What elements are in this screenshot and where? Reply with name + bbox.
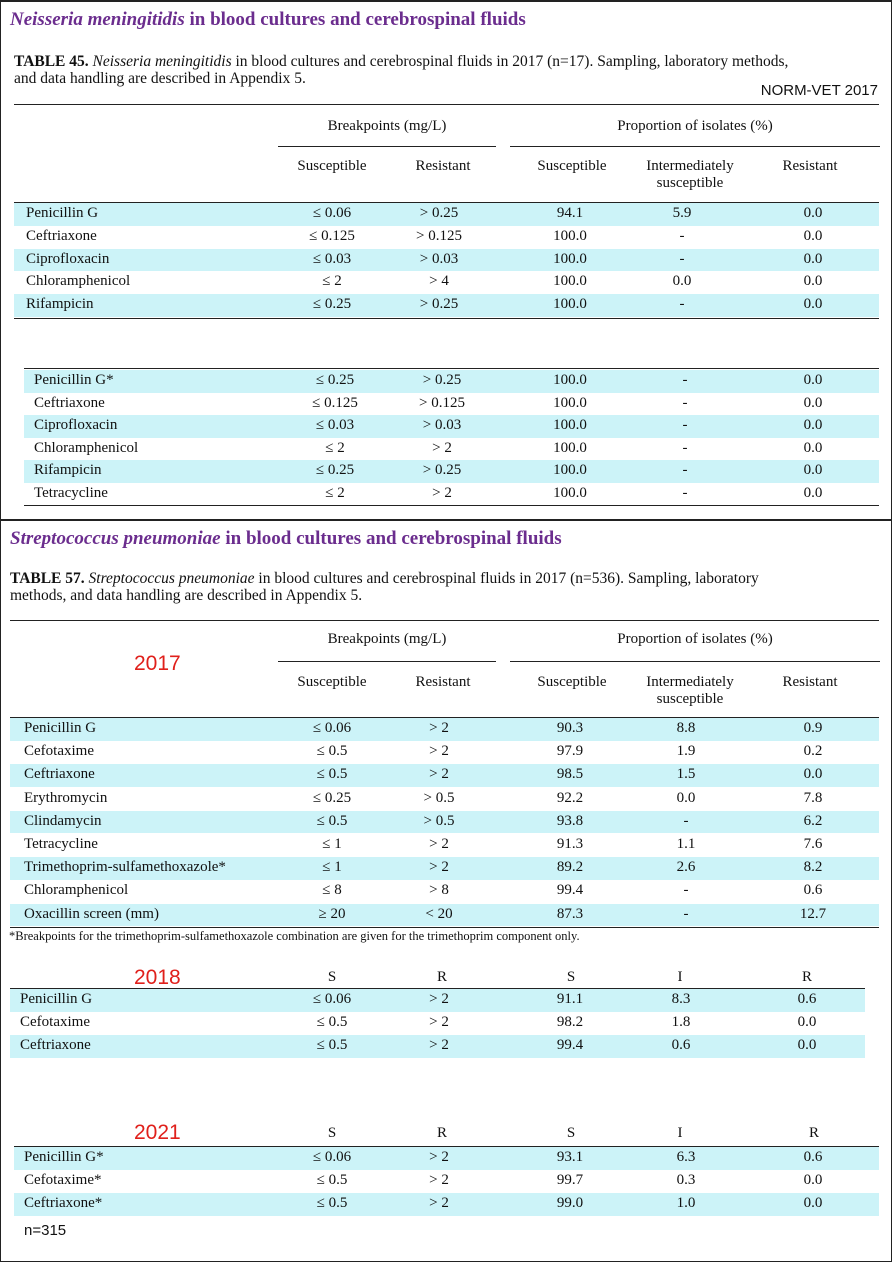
header-intermediate-line2: susceptible <box>656 175 724 191</box>
breakpoint-s-cell: ≤ 2 <box>322 273 342 290</box>
drug-name-cell: Ciprofloxacin <box>26 250 110 267</box>
header-proportion: Proportion of isolates (%) <box>617 118 773 134</box>
prop-r-cell: 0.0 <box>803 462 823 478</box>
drug-name-cell: Penicillin G* <box>34 372 114 388</box>
breakpoint-r-cell: > 2 <box>432 439 452 456</box>
prop-s-cell: 100.0 <box>553 417 587 433</box>
breakpoint-s-cell: ≤ 0.03 <box>315 417 355 433</box>
prop-s-cell: 91.1 <box>556 991 584 1007</box>
prop-s-cell: 90.3 <box>556 720 584 736</box>
prop-s-cell: 87.3 <box>556 905 584 922</box>
breakpoint-s-cell: ≤ 0.06 <box>312 991 352 1007</box>
h2021-r2: R <box>808 1125 819 1141</box>
neisseria-heading-species: Neisseria meningitidis <box>10 9 185 30</box>
strep-breakpoints-rule <box>278 661 496 662</box>
strep-header-intermediate-line1: Intermediately <box>646 674 734 690</box>
prop-r-cell: 0.0 <box>797 1014 817 1030</box>
breakpoints-rule <box>278 146 496 147</box>
prop-i-cell: 1.8 <box>671 1014 691 1030</box>
prop-i-cell: 8.3 <box>671 991 691 1007</box>
table-row <box>10 857 879 880</box>
prop-s-cell: 100.0 <box>553 484 587 501</box>
prop-r-cell: 0.6 <box>797 991 817 1007</box>
breakpoint-r-cell: > 0.03 <box>419 250 459 267</box>
breakpoint-r-cell: > 2 <box>429 991 449 1007</box>
strep-heading-rest: in blood cultures and cerebrospinal fluids <box>220 528 562 549</box>
table-row <box>14 271 879 294</box>
h2021-r: R <box>436 1125 447 1141</box>
table-row <box>10 811 879 834</box>
drug-name-cell: Cefotaxime <box>20 1014 90 1030</box>
table57-2017-bottom-rule <box>10 927 879 928</box>
breakpoint-s-cell: ≤ 8 <box>322 882 342 899</box>
prop-s-cell: 100.0 <box>553 227 587 244</box>
strep-header-prop-resistant: Resistant <box>782 674 838 690</box>
table45-caption-line1: in blood cultures and cerebrospinal fluids in 2017 (n=17). Sampling, laboratory methods, <box>231 53 789 70</box>
table-row <box>14 1170 879 1193</box>
prop-i-cell: 0.3 <box>676 1172 696 1188</box>
prop-i-cell: - <box>682 462 688 478</box>
prop-s-cell: 100.0 <box>553 462 587 478</box>
h2021-s: S <box>327 1125 337 1141</box>
breakpoint-s-cell: ≤ 0.25 <box>315 372 355 388</box>
table-row <box>24 415 879 438</box>
h2018-r: R <box>436 969 447 985</box>
breakpoint-s-cell: ≤ 0.5 <box>316 1195 348 1211</box>
table-row <box>10 904 879 927</box>
strep-header-intermediate <box>630 674 750 708</box>
prop-i-cell: - <box>679 250 685 267</box>
table57-caption <box>10 570 875 604</box>
drug-name-cell: Ceftriaxone <box>24 766 95 783</box>
prop-s-cell: 92.2 <box>556 789 584 806</box>
header-breakpoints: Breakpoints (mg/L) <box>327 118 447 134</box>
drug-name-cell: Clindamycin <box>24 812 102 829</box>
drug-name-cell: Chloramphenicol <box>26 273 131 290</box>
breakpoint-r-cell: > 0.03 <box>422 417 462 433</box>
breakpoint-s-cell: ≤ 0.06 <box>312 205 352 221</box>
prop-r-cell: 0.0 <box>797 1037 817 1053</box>
table57-caption-line1: in blood cultures and cerebrospinal fluids in 2017 (n=536). Sampling, laboratory <box>254 570 759 587</box>
sample-size-label: n=315 <box>24 1222 67 1239</box>
prop-s-cell: 100.0 <box>553 372 587 388</box>
prop-r-cell: 7.6 <box>803 836 823 852</box>
breakpoint-s-cell: ≤ 0.125 <box>309 227 355 244</box>
table57-top-rule <box>10 620 879 621</box>
prop-s-cell: 98.2 <box>556 1014 584 1030</box>
header-prop-susceptible: Susceptible <box>537 158 607 174</box>
year-label-2017: 2017 <box>134 652 181 675</box>
prop-s-cell: 97.9 <box>556 743 584 760</box>
breakpoint-r-cell: > 4 <box>429 273 449 290</box>
strep-proportion-rule <box>510 661 880 662</box>
prop-i-cell: - <box>682 417 688 433</box>
header-prop-resistant: Resistant <box>782 158 838 174</box>
table57-species: Streptococcus pneumoniae <box>88 570 255 587</box>
h2018-r2: R <box>801 969 812 985</box>
header-intermediate <box>630 158 750 192</box>
prop-s-cell: 99.7 <box>556 1172 584 1188</box>
breakpoint-s-cell: ≤ 2 <box>325 439 345 456</box>
drug-name-cell: Oxacillin screen (mm) <box>24 905 159 922</box>
prop-i-cell: - <box>683 882 689 899</box>
breakpoint-r-cell: > 2 <box>429 1037 449 1053</box>
drug-name-cell: Penicillin G <box>26 205 99 221</box>
prop-r-cell: 0.0 <box>803 273 823 290</box>
breakpoint-r-cell: > 2 <box>429 743 449 760</box>
prop-i-cell: 2.6 <box>676 859 696 876</box>
drug-name-cell: Ceftriaxone <box>34 394 105 411</box>
breakpoint-s-cell: ≤ 0.25 <box>312 296 352 313</box>
prop-r-cell: 0.0 <box>803 484 823 501</box>
table45-caption <box>14 53 879 87</box>
breakpoint-s-cell: ≤ 0.5 <box>316 1172 348 1188</box>
table45-top-rule <box>14 104 879 105</box>
prop-i-cell: - <box>682 484 688 501</box>
h2018-i: I <box>677 969 683 985</box>
drug-name-cell: Erythromycin <box>24 789 108 806</box>
table-row <box>14 249 879 272</box>
prop-r-cell: 0.0 <box>803 250 823 267</box>
strep-header-intermediate-line2: susceptible <box>656 691 724 707</box>
table-row <box>24 483 879 506</box>
prop-i-cell: 6.3 <box>676 1149 696 1165</box>
breakpoint-r-cell: > 8 <box>429 882 449 899</box>
breakpoint-r-cell: > 0.125 <box>416 227 462 244</box>
breakpoint-r-cell: > 0.25 <box>422 462 462 478</box>
prop-r-cell: 0.0 <box>803 296 823 313</box>
table-row <box>10 834 879 857</box>
breakpoint-s-cell: ≤ 0.125 <box>312 394 358 411</box>
prop-s-cell: 94.1 <box>556 205 584 221</box>
strep-header-susceptible: Susceptible <box>297 674 367 690</box>
prop-r-cell: 0.9 <box>803 720 823 736</box>
prop-r-cell: 0.0 <box>803 417 823 433</box>
prop-i-cell: 1.9 <box>676 743 696 760</box>
neisseria-heading <box>10 9 526 31</box>
prop-r-cell: 6.2 <box>803 812 823 829</box>
drug-name-cell: Penicillin G* <box>24 1149 104 1165</box>
breakpoint-s-cell: ≤ 1 <box>322 859 342 876</box>
prop-s-cell: 89.2 <box>556 859 584 876</box>
breakpoint-s-cell: ≤ 0.5 <box>316 812 348 829</box>
prop-r-cell: 0.0 <box>803 1172 823 1188</box>
drug-name-cell: Tetracycline <box>34 484 108 501</box>
breakpoint-r-cell: > 0.25 <box>419 296 459 313</box>
prop-s-cell: 99.4 <box>556 1037 584 1053</box>
prop-r-cell: 0.0 <box>803 227 823 244</box>
table-row <box>14 226 879 249</box>
prop-s-cell: 91.3 <box>556 836 584 852</box>
table-row <box>10 741 879 764</box>
prop-i-cell: - <box>682 439 688 456</box>
prop-s-cell: 99.0 <box>556 1195 584 1211</box>
prop-r-cell: 0.0 <box>803 766 823 783</box>
prop-i-cell: 5.9 <box>672 205 692 221</box>
prop-r-cell: 0.0 <box>803 439 823 456</box>
prop-r-cell: 0.0 <box>803 205 823 221</box>
table-row <box>10 788 879 811</box>
breakpoint-s-cell: ≤ 1 <box>322 836 342 852</box>
h2021-i: I <box>677 1125 683 1141</box>
drug-name-cell: Rifampicin <box>34 462 102 478</box>
drug-name-cell: Ceftriaxone <box>20 1037 91 1053</box>
h2021-s2: S <box>566 1125 576 1141</box>
breakpoint-s-cell: ≤ 0.5 <box>316 1037 348 1053</box>
table-row <box>10 989 865 1012</box>
table-row <box>24 438 879 461</box>
breakpoint-s-cell: ≤ 0.06 <box>312 1149 352 1165</box>
prop-i-cell: - <box>679 296 685 313</box>
drug-name-cell: Penicillin G <box>20 991 93 1007</box>
table57-label: TABLE 57. <box>10 570 85 587</box>
prop-r-cell: 7.8 <box>803 789 823 806</box>
prop-r-cell: 0.2 <box>803 743 823 760</box>
table-row <box>10 764 879 787</box>
table-row <box>14 203 879 226</box>
table-row <box>24 393 879 416</box>
table-row <box>14 1147 879 1170</box>
prop-s-cell: 93.1 <box>556 1149 584 1165</box>
prop-s-cell: 100.0 <box>553 250 587 267</box>
drug-name-cell: Chloramphenicol <box>34 439 139 456</box>
breakpoint-r-cell: > 2 <box>429 766 449 783</box>
breakpoint-s-cell: ≤ 0.5 <box>316 743 348 760</box>
prop-s-cell: 100.0 <box>553 394 587 411</box>
breakpoint-r-cell: > 2 <box>432 484 452 501</box>
source-tag: NORM-VET 2017 <box>760 82 878 99</box>
prop-s-cell: 100.0 <box>553 296 587 313</box>
neisseria-heading-rest: in blood cultures and cerebrospinal fluids <box>184 9 526 30</box>
prop-r-cell: 0.6 <box>803 882 823 899</box>
table-row <box>10 718 879 741</box>
prop-r-cell: 0.0 <box>803 1195 823 1211</box>
breakpoint-r-cell: > 2 <box>429 1149 449 1165</box>
drug-name-cell: Ciprofloxacin <box>34 417 118 433</box>
prop-s-cell: 98.5 <box>556 766 584 783</box>
drug-name-cell: Cefotaxime <box>24 743 94 760</box>
table-row <box>14 294 879 317</box>
breakpoint-r-cell: > 2 <box>429 1014 449 1030</box>
prop-s-cell: 100.0 <box>553 439 587 456</box>
table-row <box>10 880 879 903</box>
breakpoint-r-cell: > 2 <box>429 836 449 852</box>
table45-label: TABLE 45. <box>14 53 89 70</box>
table-row <box>10 1012 865 1035</box>
drug-name-cell: Ceftriaxone <box>26 227 97 244</box>
strep-header-breakpoints: Breakpoints (mg/L) <box>327 631 447 647</box>
prop-i-cell: 0.0 <box>672 273 692 290</box>
drug-name-cell: Chloramphenicol <box>24 882 129 899</box>
breakpoint-r-cell: > 0.5 <box>423 812 455 829</box>
table45b-top-rule <box>24 368 879 369</box>
strep-header-resistant: Resistant <box>415 674 471 690</box>
table45-bottom-rule <box>14 318 879 319</box>
drug-name-cell: Penicillin G <box>24 720 97 736</box>
prop-r-cell: 8.2 <box>803 859 823 876</box>
breakpoint-r-cell: > 0.125 <box>419 394 465 411</box>
prop-r-cell: 0.6 <box>803 1149 823 1165</box>
proportion-rule <box>510 146 880 147</box>
table45-caption-line2: and data handling are described in Appendix 5. <box>14 70 306 87</box>
breakpoint-r-cell: > 2 <box>429 859 449 876</box>
breakpoint-s-cell: ≤ 0.5 <box>316 1014 348 1030</box>
breakpoint-r-cell: > 0.25 <box>422 372 462 388</box>
prop-r-cell: 12.7 <box>799 905 827 922</box>
prop-i-cell: 1.0 <box>676 1195 696 1211</box>
breakpoint-s-cell: ≤ 0.25 <box>315 462 355 478</box>
prop-i-cell: - <box>683 812 689 829</box>
drug-name-cell: Ceftriaxone* <box>24 1195 103 1211</box>
prop-i-cell: 1.1 <box>676 836 696 852</box>
prop-i-cell: - <box>682 372 688 388</box>
prop-s-cell: 93.8 <box>556 812 584 829</box>
drug-name-cell: Rifampicin <box>26 296 94 313</box>
table-row <box>14 1193 879 1216</box>
h2018-s2: S <box>566 969 576 985</box>
prop-i-cell: - <box>679 227 685 244</box>
strep-header-prop-susceptible: Susceptible <box>537 674 607 690</box>
breakpoint-s-cell: ≤ 0.03 <box>312 250 352 267</box>
breakpoint-r-cell: > 2 <box>429 720 449 736</box>
table-row <box>24 460 879 483</box>
prop-i-cell: 0.6 <box>671 1037 691 1053</box>
breakpoint-r-cell: > 2 <box>429 1172 449 1188</box>
table-row <box>10 1035 865 1058</box>
prop-i-cell: - <box>683 905 689 922</box>
strep-heading-species: Streptococcus pneumoniae <box>10 528 221 549</box>
table45-species: Neisseria meningitidis <box>92 53 232 70</box>
breakpoint-s-cell: ≥ 20 <box>318 905 346 922</box>
breakpoint-s-cell: ≤ 2 <box>325 484 345 501</box>
strep-heading <box>10 528 562 550</box>
table45b-bottom-rule <box>24 505 879 506</box>
prop-r-cell: 0.0 <box>803 394 823 411</box>
header-intermediate-line1: Intermediately <box>646 158 734 174</box>
prop-i-cell: 8.8 <box>676 720 696 736</box>
header-susceptible: Susceptible <box>297 158 367 174</box>
prop-i-cell: 1.5 <box>676 766 696 783</box>
header-resistant: Resistant <box>415 158 471 174</box>
strep-header-proportion: Proportion of isolates (%) <box>617 631 773 647</box>
table-row <box>24 370 879 393</box>
drug-name-cell: Tetracycline <box>24 836 98 852</box>
breakpoint-r-cell: < 20 <box>425 905 453 922</box>
prop-i-cell: - <box>682 394 688 411</box>
h2018-s: S <box>327 969 337 985</box>
prop-s-cell: 100.0 <box>553 273 587 290</box>
breakpoint-s-cell: ≤ 0.06 <box>312 720 352 736</box>
breakpoint-r-cell: > 0.25 <box>419 205 459 221</box>
year-label-2018: 2018 <box>134 966 181 989</box>
table57-caption-line2: methods, and data handling are described in Appendix 5. <box>10 587 363 604</box>
year-label-2021: 2021 <box>134 1121 181 1144</box>
breakpoint-r-cell: > 2 <box>429 1195 449 1211</box>
prop-i-cell: 0.0 <box>676 789 696 806</box>
drug-name-cell: Cefotaxime* <box>24 1172 102 1188</box>
prop-s-cell: 99.4 <box>556 882 584 899</box>
table57-footnote: *Breakpoints for the trimethoprim-sulfamethoxazole combination are given for the trimethoprim component only. <box>9 929 580 943</box>
breakpoint-s-cell: ≤ 0.5 <box>316 766 348 783</box>
breakpoint-r-cell: > 0.5 <box>423 789 455 806</box>
prop-r-cell: 0.0 <box>803 372 823 388</box>
breakpoint-s-cell: ≤ 0.25 <box>312 789 352 806</box>
drug-name-cell: Trimethoprim-sulfamethoxazole* <box>24 859 226 876</box>
